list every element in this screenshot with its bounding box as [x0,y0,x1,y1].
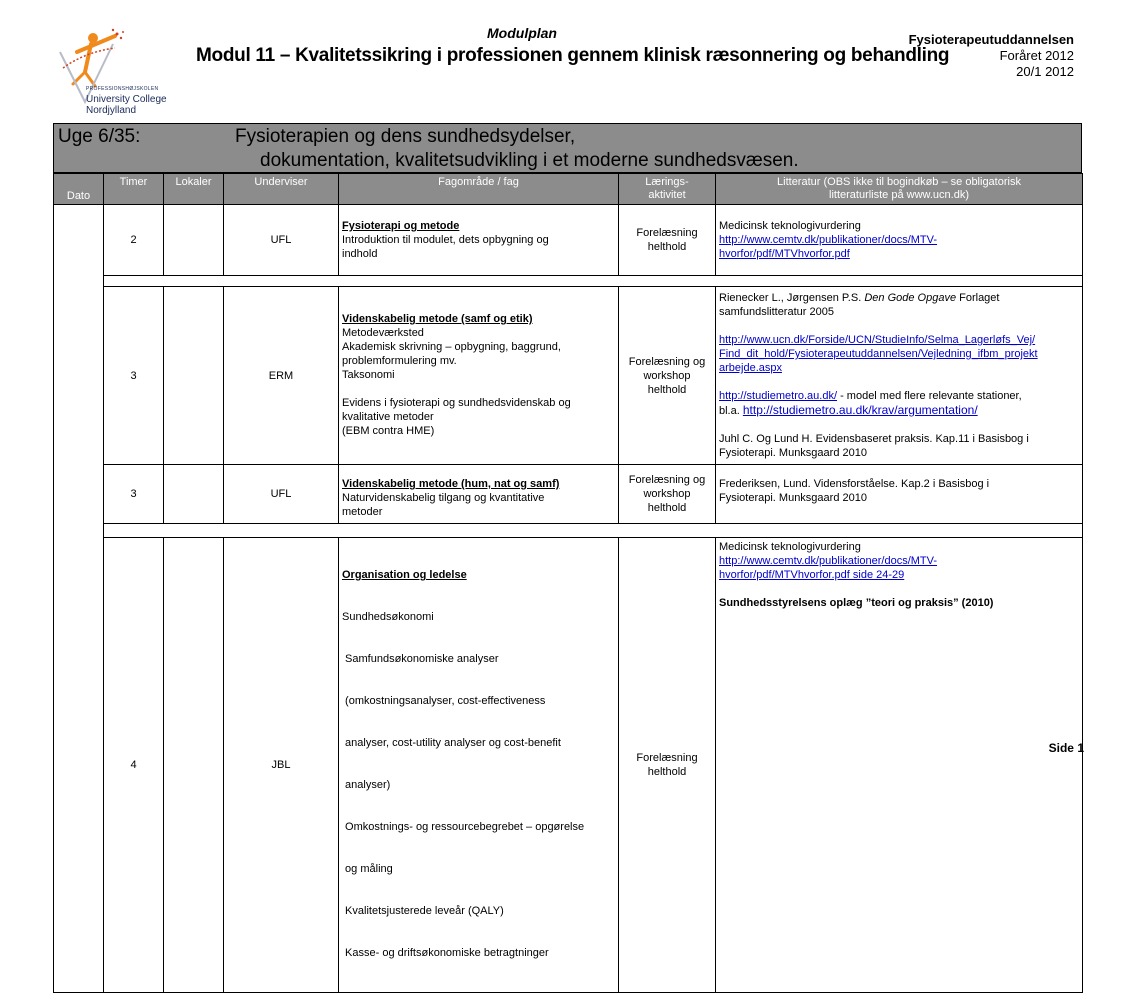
col-lit-l1: Litteratur (OBS ikke til bogindkøb – se obligatorisk [777,176,1021,188]
lit-ref: Rienecker L., Jørgensen P.S. Den Gode Opgave Forlaget [719,292,1000,304]
lokaler-cell [164,465,224,524]
fag-heading: Organisation og ledelse [342,569,467,581]
lit-text: Frederiksen, Lund. Vidensforståelse. Kap.2 i Basisbog i [719,478,990,490]
timer-cell: 2 [104,205,164,276]
fag-line: Omkostnings- og ressourcebegrebet – opgørelse [342,821,585,833]
lit-text: Medicinsk teknologivurdering [719,541,861,553]
laering-line: Forelæsning og [628,474,706,486]
dato-cell [54,205,104,993]
education-name: Fysioterapeutuddannelsen [908,32,1074,47]
litteratur-cell [716,205,1083,276]
fag-line: Naturvidenskabelig tilgang og kvantitative [342,492,545,504]
col-litteratur [716,174,1083,205]
col-timer: Timer [104,174,164,205]
laering-line: helthold [647,766,687,778]
fag-line: Akademisk skrivning – opbygning, baggrund, [342,341,561,353]
lit-text: Fysioterapi. Munksgaard 2010 [719,447,867,459]
laering-line: Forelæsning og [628,355,706,368]
lit-link[interactable]: Find_dit_hold/Fysioterapeutuddannelsen/Vejledning_ifbm_projekt [719,348,1038,360]
fag-cell [339,205,619,276]
laering-line: workshop [643,488,691,500]
fag-line: Sundhedsøkonomi [342,611,434,623]
fag-line: og måling [342,863,393,875]
lit-link[interactable]: hvorfor/pdf/MTVhvorfor.pdf [719,248,850,260]
lokaler-cell [164,538,224,993]
litteratur-cell [716,287,1083,465]
laering-cell [619,287,716,465]
lit-link[interactable]: http://www.cemtv.dk/publikationer/docs/MTV- [719,555,938,567]
lit-text: Juhl C. Og Lund H. Evidensbaseret praksis. Kap.11 i Basisbog i [719,433,1029,445]
semester: Foråret 2012 [999,48,1074,63]
underviser-cell: UFL [224,465,339,524]
laering-cell [619,205,716,276]
fag-line: analyser) [342,779,391,791]
laering-line: workshop [643,369,691,382]
lit-link[interactable]: arbejde.aspx [719,362,782,374]
lokaler-cell [164,287,224,465]
timer-cell: 4 [104,538,164,993]
timer-cell: 3 [104,465,164,524]
logo-line3: Nordjylland [86,105,137,116]
week-label: Uge 6/35: [58,126,141,147]
column-header-row [54,174,1083,205]
lit-ref: bl.a. http://studiemetro.au.dk/krav/argumentation/ [719,403,978,417]
laering-cell [619,538,716,993]
lokaler-cell [164,205,224,276]
laering-line: helthold [647,502,687,514]
laering-line: helthold [647,383,687,396]
title-part1: Modul 11 – [196,45,291,66]
lit-link[interactable]: http://www.ucn.dk/Forside/UCN/StudieInfo/Selma_Lagerløfs_Vej/ [719,334,1036,346]
col-underviser: Underviser [224,174,339,205]
fag-heading: Videnskabelig metode (hum, nat og samf) [342,478,560,490]
col-laering-l2: aktivitet [648,189,686,201]
fag-cell [339,538,619,993]
fag-heading: Videnskabelig metode (samf og etik) [342,313,533,325]
lit-link[interactable]: hvorfor/pdf/MTVhvorfor.pdf side 24-29 [719,569,905,581]
fag-line: (EBM contra HME) [342,425,435,437]
col-laering [619,174,716,205]
week-header [53,123,1082,173]
col-fag: Fagområde / fag [339,174,619,205]
fag-line: Kvalitetsjusterede leveår (QALY) [342,905,504,917]
underviser-cell: UFL [224,205,339,276]
spacer-row [54,524,1083,538]
lit-text: Sundhedsstyrelsens oplæg ”teori og praksis” (2010) [719,597,994,609]
lit-text: samfundslitteratur 2005 [719,306,834,318]
fag-cell [339,465,619,524]
fag-line: problemformulering mv. [342,355,457,367]
modulplan-label: Modulplan [487,25,557,41]
fag-line: Samfundsøkonomiske analyser [342,653,499,665]
week-title-line2: dokumentation, kvalitetsudvikling i et moderne sundhedsvæsen. [260,150,799,171]
table-row [54,538,1083,993]
logo-line2: University College [86,94,167,105]
lit-text: Medicinsk teknologivurdering [719,220,861,232]
fag-line: Metodeværksted [342,327,424,339]
laering-cell [619,465,716,524]
spacer-row [54,276,1083,287]
litteratur-cell [716,465,1083,524]
fag-line: Kasse- og driftsøkonomiske betragtninger [342,947,549,959]
lit-link[interactable]: http://studiemetro.au.dk/krav/argumentation/ [742,403,978,417]
fag-line: (omkostningsanalyser, cost-effectiveness [342,695,546,707]
col-dato: Dato [54,174,104,205]
fag-cell [339,287,619,465]
week-title-line1: Fysioterapien og dens sundhedsydelser, [235,126,576,147]
fag-line: metoder [342,506,383,518]
underviser-cell: ERM [224,287,339,465]
schedule-table [53,123,1082,993]
col-laering-l1: Lærings- [645,176,689,188]
lit-link[interactable]: http://www.cemtv.dk/publikationer/docs/MTV- [719,234,938,246]
header-right [909,32,1074,80]
lit-text: Fysioterapi. Munksgaard 2010 [719,492,867,504]
table-row [54,205,1083,276]
col-lit-l2: litteraturliste på www.ucn.dk) [829,189,969,201]
header-date: 20/1 2012 [1016,64,1074,79]
fag-heading: Fysioterapi og metode [342,220,460,232]
litteratur-cell [716,538,1083,993]
fag-line: analyser, cost-utility analyser og cost-benefit [342,737,561,749]
lit-ref: http://studiemetro.au.dk/ - model med flere relevante stationer, [719,390,1022,402]
schedule-grid [53,173,1083,993]
laering-line: helthold [647,241,687,253]
page-number: Side 1 [1048,741,1084,755]
fag-line: Taksonomi [342,369,395,381]
timer-cell: 3 [104,287,164,465]
fag-line: Introduktion til modulet, dets opbygning og [342,234,549,246]
logo-text [86,84,167,116]
fag-line: Evidens i fysioterapi og sundhedsvidenskab og [342,397,571,409]
page-title [196,45,949,67]
underviser-cell: JBL [224,538,339,993]
table-row [54,287,1083,465]
fag-line: indhold [342,248,378,260]
title-part2: Kvalitetssikring i professionen gennem klinisk ræsonnering og behandling [290,45,950,66]
table-row [54,465,1083,524]
col-lokaler: Lokaler [164,174,224,205]
fag-line: kvalitative metoder [342,411,434,423]
laering-line: Forelæsning [636,227,698,239]
laering-line: Forelæsning [636,752,698,764]
lit-link[interactable]: http://studiemetro.au.dk/ [719,390,838,402]
logo-line1: PROFESSIONSHØJSKOLEN [86,86,159,92]
